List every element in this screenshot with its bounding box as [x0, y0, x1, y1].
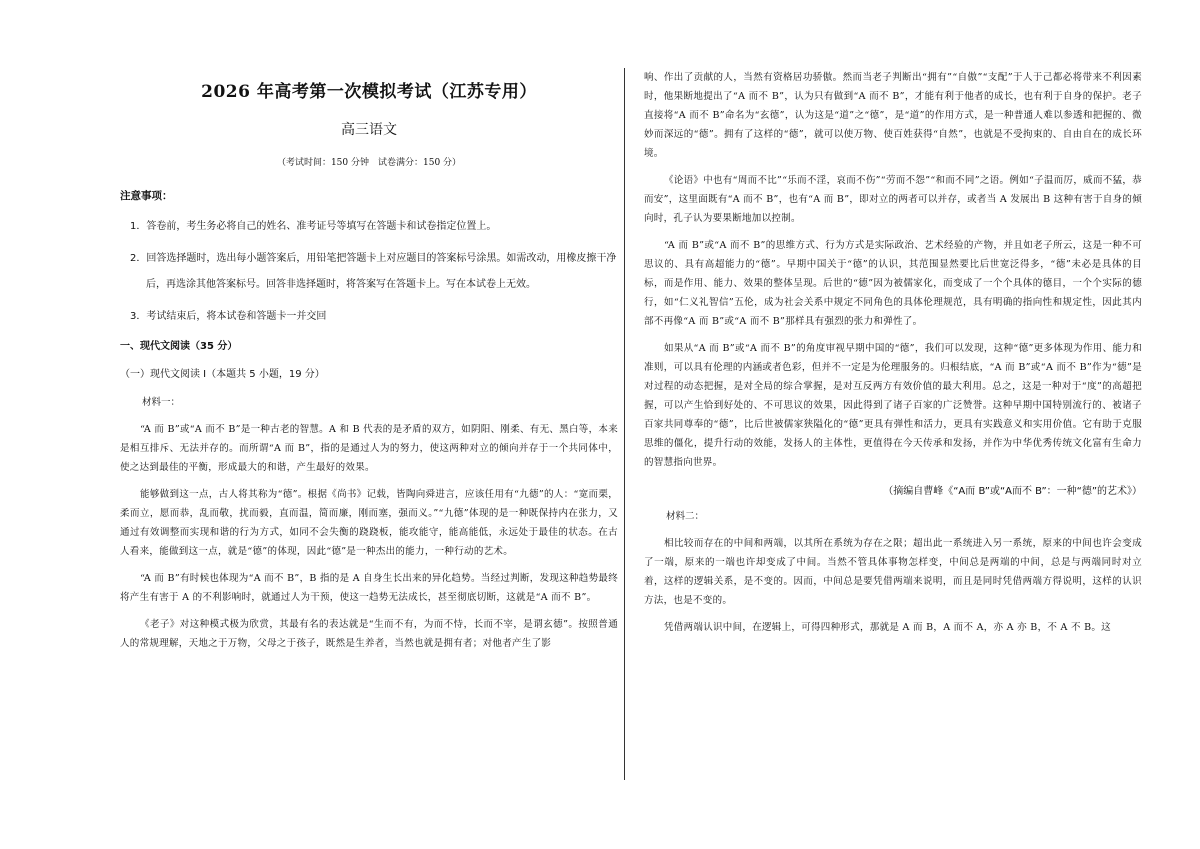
notice-list: [120, 214, 618, 330]
exam-info: （考试时间：150 分钟 试卷满分：150 分）: [276, 158, 462, 168]
notice-heading: 注意事项：: [120, 190, 173, 202]
notice-item: 2．回答选择题时，选出每小题答案后，用铅笔把答题卡上对应题目的答案标号涂黑。如需改动，用橡皮擦干净后，再选涂其他答案标号。回答非选择题时，将答案写在答题卡上。写在本试卷上无效。: [130, 253, 617, 290]
passage-paragraph: “A 而 B”或“A 而不 B”的思维方式、行为方式是实际政治、艺术经验的产物，并且如老子所云，这是一种不可思议的、具有高超能力的“德”。早期中国关于“德”的认识，其范围显然要比后世宽泛得多，“德”未必是具体的目标，而是作用、能力、效果的整体呈现。后世的“德”因为被儒家化，而变成了一个个具体的德目，一个个实际的德行，如“仁义礼智信”五伦，成为社会关系中规定不同角色的具体伦理规范，具有明确的指向性和规定性，因此其内部不再像“A 而 B”或“A 而不 B”那样具有强烈的张力和弹性了。: [644, 240, 1142, 327]
passage-paragraph: 响、作出了贡献的人，当然有资格居功骄傲。然而当老子判断出“拥有”“自傲”“支配”于人于己都必将带来不利因素时，他果断地提出了“A 而不 B”，认为只有做到“A 而不 B”，才能有利于他者的成长，也有利于自身的保护。老子直接将“A 而不 B”命名为“玄德”，认为这是“道”之“德”，是“道”的作用方式，是一种普通人难以参透和把握的、微妙而深远的“德”。拥有了这样的“德”，就可以使万物、使百姓获得“自然”，也就是不受拘束的、自由自在的成长环境。: [644, 72, 1142, 159]
passage-paragraph: 凭借两端认识中间，在逻辑上，可得四种形式，那就是 A 而 B，A 而不 A，亦 A 亦 B，不 A 不 B。这: [664, 622, 1111, 633]
subject-title: 高三语文: [341, 122, 397, 138]
passage-paragraph: 如果从“A 而 B”或“A 而不 B”的角度审视早期中国的“德”，我们可以发现，这种“德”更多体现为作用、能力和准则，可以具有伦理的内涵或者色彩，但并不一定是为伦理服务的。归根结底，“A 而 B”或“A 而不 B”作为“德”是对过程的动态把握，是对全局的综合掌握，是对互反两方有效价值的最大利用。总之，这是一种对于“度”的高超把握，可以产生恰到好处的、不可思议的效果，因此得到了诸子百家的广泛赞誉。这种早期中国特别流行的、被诸子百家共同尊奉的“德”，比后世被儒家狭隘化的“德”更具有弹性和活力，更具有实践意义和实用价值。它有助于克服思维的僵化，提升行动的效能，发扬人的主体性，更值得在今天传承和发扬，并作为中华优秀传统文化富有生命力的智慧指向世界。: [644, 343, 1142, 468]
notice-item: 1．答卷前，考生务必将自己的姓名、准考证号等填写在答题卡和试卷指定位置上。: [130, 221, 497, 232]
passage-paragraph: 《老子》对这种模式极为欣赏，其最有名的表达就是“生而不有，为而不恃，长而不宰，是谓玄德”。按照普通人的常规理解，天地之于万物，父母之于孩子，既然是生养者，当然也就是拥有者；对他者产生了影: [120, 619, 618, 649]
passage-paragraph: “A 而 B”有时候也体现为“A 而不 B”，B 指的是 A 自身生长出来的异化趋势。当经过判断，发现这种趋势最终将产生有害于 A 的不利影响时，就通过人为干预，使这一趋势无法成长，甚至彻底切断，这就是“A 而不 B”。: [120, 573, 618, 603]
right-column: [644, 68, 1142, 637]
passage-paragraph: “A 而 B”或“A 而不 B”是一种古老的智慧。A 和 B 代表的是矛盾的双方，如阴阳、刚柔、有无、黑白等，本来是相互排斥、无法并存的。而所谓“A 而 B”，指的是通过人为的努力，使这两种对立的倾向并存于一个共同体中，使之达到最佳的平衡，形成最大的和谐，产生最好的效果。: [120, 424, 618, 473]
passage-paragraph: 能够做到这一点，古人将其称为“德”。根据《尚书》记载，皆陶向舜进言，应该任用有“九德”的人：“宽而栗，柔而立，愿而恭，乱而敬，扰而毅，直而温，简而廉，刚而塞，强而义。”“九德”体现的是一种既保持内在张力，又通过有效调整而实现和谐的行为方式，如同不会失衡的跷跷板，能攻能守，能高能低，永远处于最佳的状态。在古人看来，能做到这一点，就是“德”的体现，因此“德”是一种杰出的能力，一种行动的艺术。: [120, 489, 618, 557]
notice-item: 3．考试结束后，将本试卷和答题卡一并交回: [130, 311, 327, 322]
source-citation: （摘编自曹峰《“A而 B”或“A而不 B”：一种“德”的艺术》）: [883, 486, 1142, 497]
material-label: 材料二：: [666, 511, 705, 522]
column-divider: [624, 68, 625, 780]
passage-paragraph: 《论语》中也有“周而不比”“乐而不淫，哀而不伤”“劳而不怨”“和而不同”之语。例如“子温而厉，威而不猛，恭而安”，这里面既有“A 而不 B”，也有“A 而 B”，即对立的两者可以并存，或者当 A 发展出 B 这种有害于自身的倾向时，孔子认为要果断地加以控制。: [644, 175, 1142, 224]
subsection-heading: （一）现代文阅读 I（本题共 5 小题，19 分）: [120, 369, 325, 380]
section-heading: 一、现代文阅读（35 分）: [120, 341, 238, 352]
left-column: [120, 68, 618, 653]
exam-title: 2026 年高考第一次模拟考试（江苏专用）: [201, 82, 537, 102]
passage-paragraph: 相比较而存在的中间和两端，以其所在系统为存在之限；超出此一系统进入另一系统，原来的中间也许会变成了一端，原来的一端也许却变成了中间。当然不管具体事物怎样变，中间总是两端的中间，总是与两端同时对立着，这样的逻辑关系，是不变的。因而，中间总是要凭借两端来说明，而且是同时凭借两端方得说明，这样的认识方法，也是不变的。: [644, 538, 1142, 606]
material-label: 材料一：: [142, 397, 181, 408]
